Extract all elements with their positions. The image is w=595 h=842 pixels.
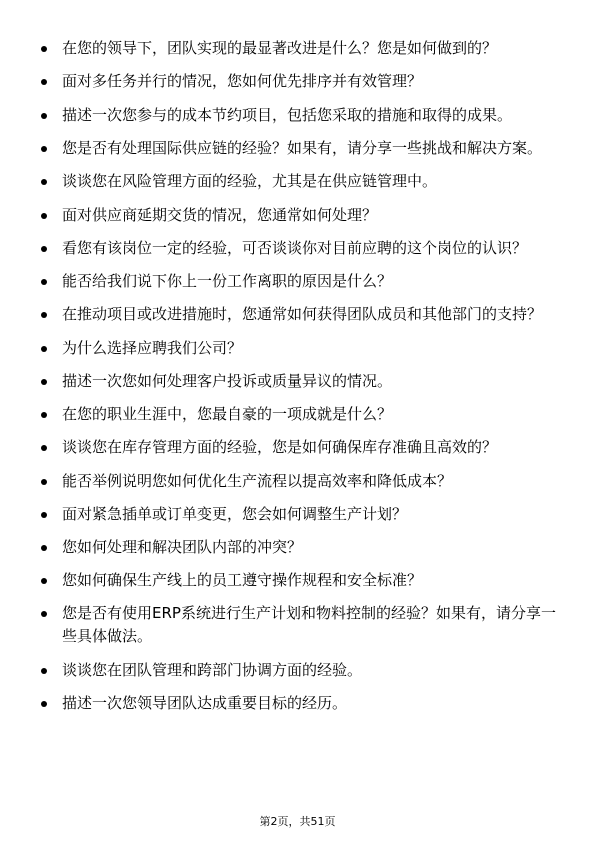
list-item — [39, 503, 559, 526]
bullet-icon — [41, 179, 47, 185]
bullet-icon — [41, 668, 47, 674]
question-text: 面对供应商延期交货的情况，您通常如何处理？ — [62, 205, 378, 224]
question-text: 谈谈您在风险管理方面的经验，尤其是在供应链管理中。 — [62, 172, 438, 191]
list-item — [39, 204, 559, 227]
bullet-icon — [41, 545, 47, 551]
question-list — [39, 37, 559, 725]
bullet-icon — [41, 79, 47, 85]
list-item — [39, 137, 559, 160]
list-item — [39, 170, 559, 193]
question-text: 在推动项目或改进措施时，您通常如何获得团队成员和其他部门的支持？ — [62, 305, 543, 324]
question-text: 在您的领导下，团队实现的最显著改进是什么？您是如何做到的？ — [62, 39, 498, 57]
question-text: 能否举例说明您如何优化生产流程以提高效率和降低成本？ — [62, 471, 453, 490]
list-item — [39, 303, 559, 326]
list-item — [39, 270, 559, 293]
list-item — [39, 602, 559, 648]
question-text: 您是否有处理国际供应链的经验？如果有，请分享一些挑战和解决方案。 — [62, 138, 543, 157]
bullet-icon — [41, 213, 47, 219]
bullet-icon — [41, 611, 47, 617]
bullet-icon — [41, 445, 47, 451]
list-item — [39, 659, 559, 682]
list-item — [39, 569, 559, 592]
list-item — [39, 104, 559, 127]
question-text: 谈谈您在团队管理和跨部门协调方面的经验。 — [62, 660, 363, 679]
list-item — [39, 37, 559, 60]
list-item — [39, 403, 559, 426]
list-item — [39, 692, 559, 715]
question-text: 面对紧急插单或订单变更，您会如何调整生产计划？ — [62, 504, 408, 523]
question-text: 看您有该岗位一定的经验，可否谈谈你对目前应聘的这个岗位的认识？ — [62, 238, 528, 257]
bullet-icon — [41, 701, 47, 707]
list-item — [39, 536, 559, 559]
list-item — [39, 436, 559, 459]
bullet-icon — [41, 346, 47, 352]
bullet-icon — [41, 578, 47, 584]
question-text: 您是否有使用ERP系统进行生产计划和物料控制的经验？如果有，请分享一些具体做法。 — [62, 604, 556, 646]
question-text: 能否给我们说下你上一份工作离职的原因是什么？ — [62, 272, 393, 291]
bullet-icon — [41, 146, 47, 152]
bullet-icon — [41, 279, 47, 285]
bullet-icon — [41, 312, 47, 318]
list-item — [39, 337, 559, 360]
list-item — [39, 70, 559, 93]
question-text: 面对多任务并行的情况，您如何优先排序并有效管理？ — [62, 72, 423, 91]
question-text: 描述一次您如何处理客户投诉或质量异议的情况。 — [62, 371, 393, 390]
bullet-icon — [41, 512, 47, 518]
bullet-icon — [41, 379, 47, 385]
question-text: 为什么选择应聘我们公司？ — [62, 338, 243, 357]
question-text: 描述一次您领导团队达成重要目标的经历。 — [62, 693, 348, 712]
bullet-icon — [41, 46, 47, 52]
question-text: 谈谈您在库存管理方面的经验，您是如何确保库存准确且高效的？ — [62, 438, 498, 457]
list-item — [39, 237, 559, 260]
question-text: 您如何确保生产线上的员工遵守操作规程和安全标准？ — [62, 571, 423, 590]
question-text: 您如何处理和解决团队内部的冲突？ — [62, 538, 303, 557]
bullet-icon — [41, 412, 47, 418]
bullet-icon — [41, 479, 47, 485]
list-item — [39, 470, 559, 493]
bullet-icon — [41, 246, 47, 252]
question-text: 在您的职业生涯中，您最自豪的一项成就是什么？ — [62, 405, 393, 424]
bullet-icon — [41, 113, 47, 119]
question-text: 描述一次您参与的成本节约项目，包括您采取的措施和取得的成果。 — [62, 105, 513, 124]
page-number-footer: 第2页，共51页 — [259, 815, 336, 828]
list-item — [39, 370, 559, 393]
